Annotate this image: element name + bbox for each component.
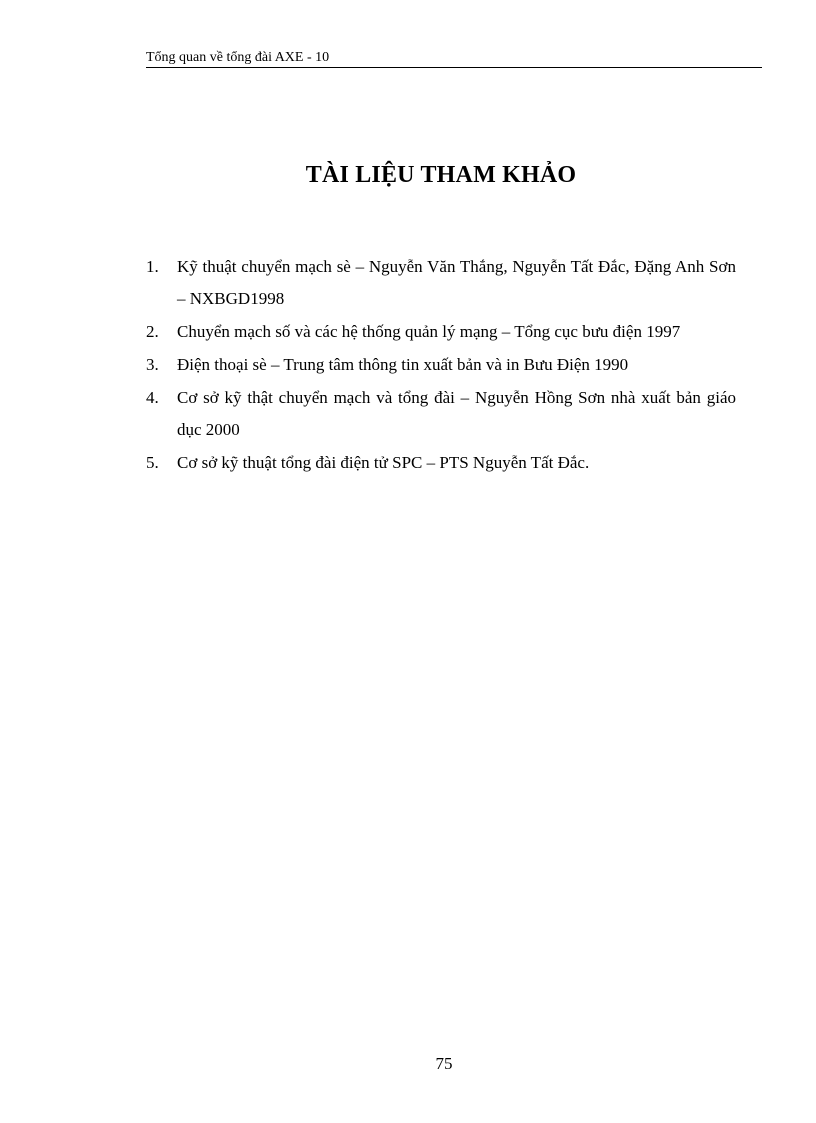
reference-text: Cơ sở kỹ thật chuyển mạch và tổng đài – Nguyễn Hồng Sơn nhà xuất bản giáo dục 2000 xyxy=(177,388,736,439)
reference-item xyxy=(146,382,736,446)
reference-number: 1. xyxy=(146,257,159,276)
page-number: 75 xyxy=(435,1054,453,1073)
reference-number: 2. xyxy=(146,322,159,341)
running-header: Tổng quan về tổng đài AXE - 10 xyxy=(146,50,762,68)
reference-text: Cơ sở kỹ thuật tổng đài điện tử SPC – PTS Nguyễn Tất Đắc. xyxy=(177,453,590,472)
reference-list xyxy=(146,251,736,480)
reference-item xyxy=(146,251,736,315)
reference-number: 3. xyxy=(146,355,159,374)
page-title: TÀI LIỆU THAM KHẢO xyxy=(305,162,577,188)
reference-number: 5. xyxy=(146,453,159,472)
reference-item xyxy=(146,316,736,348)
reference-item xyxy=(146,447,736,479)
reference-text: Chuyển mạch số và các hệ thống quản lý mạng – Tổng cục bưu điện 1997 xyxy=(177,322,681,341)
reference-number: 4. xyxy=(146,388,159,407)
reference-text: Điện thoại sè – Trung tâm thông tin xuất bản và in Bưu Điện 1990 xyxy=(177,355,629,374)
reference-item xyxy=(146,349,736,381)
reference-text: Kỹ thuật chuyển mạch sè – Nguyễn Văn Thắng, Nguyễn Tất Đắc, Đặng Anh Sơn – NXBGD1998 xyxy=(177,257,736,308)
